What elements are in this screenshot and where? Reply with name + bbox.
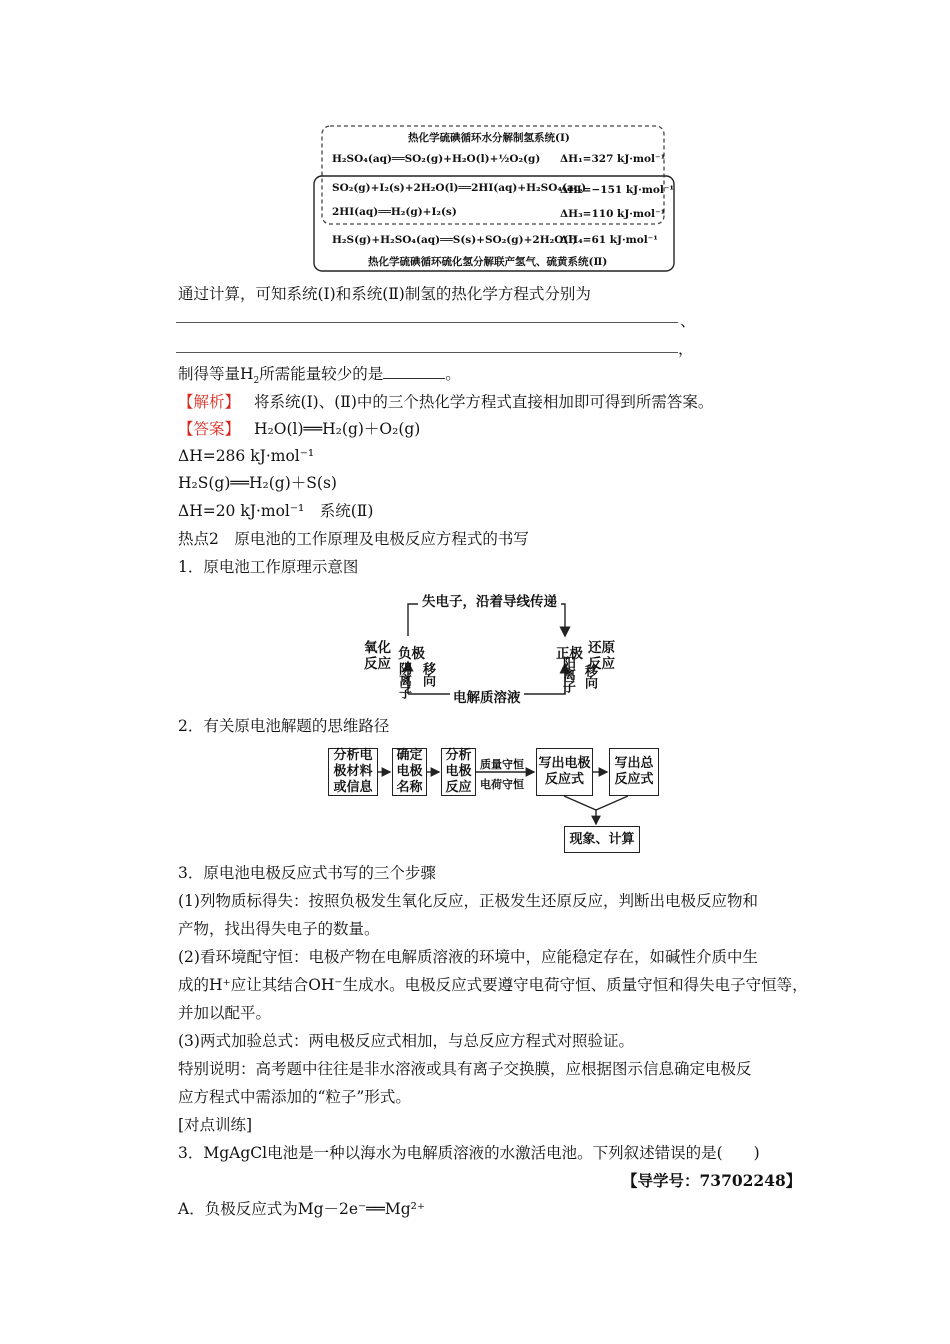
step-write-total-eq: 写出总反应式 <box>609 748 659 796</box>
enthalpy-3: ΔH₃=110 kJ·mol⁻¹ <box>560 208 666 220</box>
option-a: A．负极反应式为Mg－2e⁻══Mg²⁺ <box>178 1200 426 1218</box>
answer-blank-3 <box>383 378 445 379</box>
charge-conservation-label: 电荷守恒 <box>480 778 524 791</box>
note-line-1: 特别说明：高考题中往往是非水溶液或具有离子交换膜，应根据图示信息确定电极反 <box>178 1060 752 1078</box>
answer-eq-1: H₂O(l)══H₂(g)＋O₂(g) <box>254 420 421 438</box>
galvanic-cell-diagram <box>360 584 620 706</box>
enthalpy-1: ΔH₁=327 kJ·mol⁻¹ <box>560 153 666 165</box>
section-3-heading: 3．原电池电极反应式书写的三个步骤 <box>178 864 436 882</box>
equation-3: 2HI(aq)══H₂(g)+I₂(s) <box>332 206 457 218</box>
step-3-line: (3)两式加验总式：两电极反应式相加，与总反应方程式对照验证。 <box>178 1032 634 1050</box>
electron-flow-label: 失电子，沿着导线传递 <box>418 590 561 610</box>
question-less-energy: 制得等量$H_2$所需能量较少的是 。 <box>178 365 461 387</box>
cation-label: 阳离子 <box>560 656 575 692</box>
equation-4: H₂S(g)+H₂SO₄(aq)══S(s)+SO₂(g)+2H₂O(l) <box>332 234 578 246</box>
answer-eq-2: H₂S(g)══H₂(g)＋S(s) <box>178 474 337 492</box>
step-determine-electrode: 确定电极名称 <box>392 748 427 796</box>
step-analyze-reaction: 分析电极反应 <box>441 748 476 796</box>
step-2-line-2: 成的H⁺应让其结合OH⁻生成水。电极反应式要遵守电荷守恒、质量守恒和得失电子守恒等， <box>178 976 808 994</box>
enthalpy-2: ΔH₂=−151 kJ·mol⁻¹ <box>560 184 674 196</box>
step-1-line-2: 产物，找出得失电子的数量。 <box>178 920 380 938</box>
anion-label: 阴离子 <box>396 662 411 698</box>
step-2-line-3: 并加以配平。 <box>178 1004 272 1022</box>
negative-electrode-label: 负极 <box>398 646 425 662</box>
positive-electrode-label: 正极 <box>556 646 583 662</box>
analysis-label: 【解析】 <box>178 393 241 411</box>
analysis-line <box>178 391 713 413</box>
question-3: 3．MgAgCl电池是一种以海水为电解质溶液的水激活电池。下列叙述错误的是( ) <box>178 1144 760 1162</box>
guide-number: 【导学号：73702248】 <box>622 1171 802 1190</box>
equation-1: H₂SO₄(aq)══SO₂(g)+H₂O(l)+½O₂(g) <box>332 153 541 165</box>
step-analyze-materials: 分析电极材料或信息 <box>328 748 378 796</box>
answer-line <box>178 418 420 440</box>
thermo-figure <box>310 122 678 274</box>
question-intro: 通过计算，可知系统(Ⅰ)和系统(Ⅱ)制氢的热化学方程式分别为 <box>178 285 591 303</box>
answer-dh-2: ΔH=20 kJ·mol⁻¹ 系统(Ⅱ) <box>178 502 374 520</box>
electrolyte-label: 电解质溶液 <box>450 686 524 706</box>
section-1-heading: 1．原电池工作原理示意图 <box>178 558 359 576</box>
enthalpy-4: ΔH₄=61 kJ·mol⁻¹ <box>560 234 658 246</box>
answer-dh-1: ΔH=286 kJ·mol⁻¹ <box>178 447 315 465</box>
cation-move-label: 移向 <box>582 664 597 688</box>
practice-heading: [对点训练] <box>178 1116 253 1134</box>
answer-blank-1 <box>176 322 678 323</box>
mass-conservation-label: 质量守恒 <box>480 758 524 771</box>
note-line-2: 应方程式中需添加的“粒子”形式。 <box>178 1088 411 1106</box>
reduction-label-1: 还原 <box>588 640 615 656</box>
system2-caption: 热化学硫碘循环硫化氢分解联产氢气、硫黄系统(Ⅱ) <box>368 256 608 268</box>
step-1-line-1: (1)列物质标得失：按照负极发生氧化反应，正极发生还原反应，判断出电极反应物和 <box>178 892 758 910</box>
solving-flowchart <box>326 746 662 856</box>
step-phenomenon-calc: 现象、计算 <box>564 826 640 853</box>
section-2-heading: 2．有关原电池解题的思维路径 <box>178 717 390 735</box>
step-2-line-1: (2)看环境配守恒：电极产物在电解质溶液的环境中，应能稳定存在，如碱性介质中生 <box>178 948 758 966</box>
step-write-electrode-eq: 写出电极反应式 <box>536 748 593 796</box>
reduction-label-2: 反应 <box>588 656 615 672</box>
hotspot-2-heading: 热点2 原电池的工作原理及电极反应方程式的书写 <box>178 530 529 548</box>
answer-blank-2 <box>176 352 678 353</box>
system1-title: 热化学硫碘循环水分解制氢系统(Ⅰ) <box>408 132 570 144</box>
anion-move-label: 移向 <box>420 662 435 686</box>
analysis-text: 将系统(Ⅰ)、(Ⅱ)中的三个热化学方程式直接相加即可得到所需答案。 <box>254 393 714 411</box>
oxidation-label-2: 反应 <box>364 656 391 672</box>
separator-2: ， <box>678 340 694 358</box>
oxidation-label-1: 氧化 <box>364 640 391 656</box>
separator-1: 、 <box>680 312 696 330</box>
answer-label: 【答案】 <box>178 420 241 438</box>
equation-2: SO₂(g)+I₂(s)+2H₂O(l)══2HI(aq)+H₂SO₄(aq) <box>332 182 587 194</box>
